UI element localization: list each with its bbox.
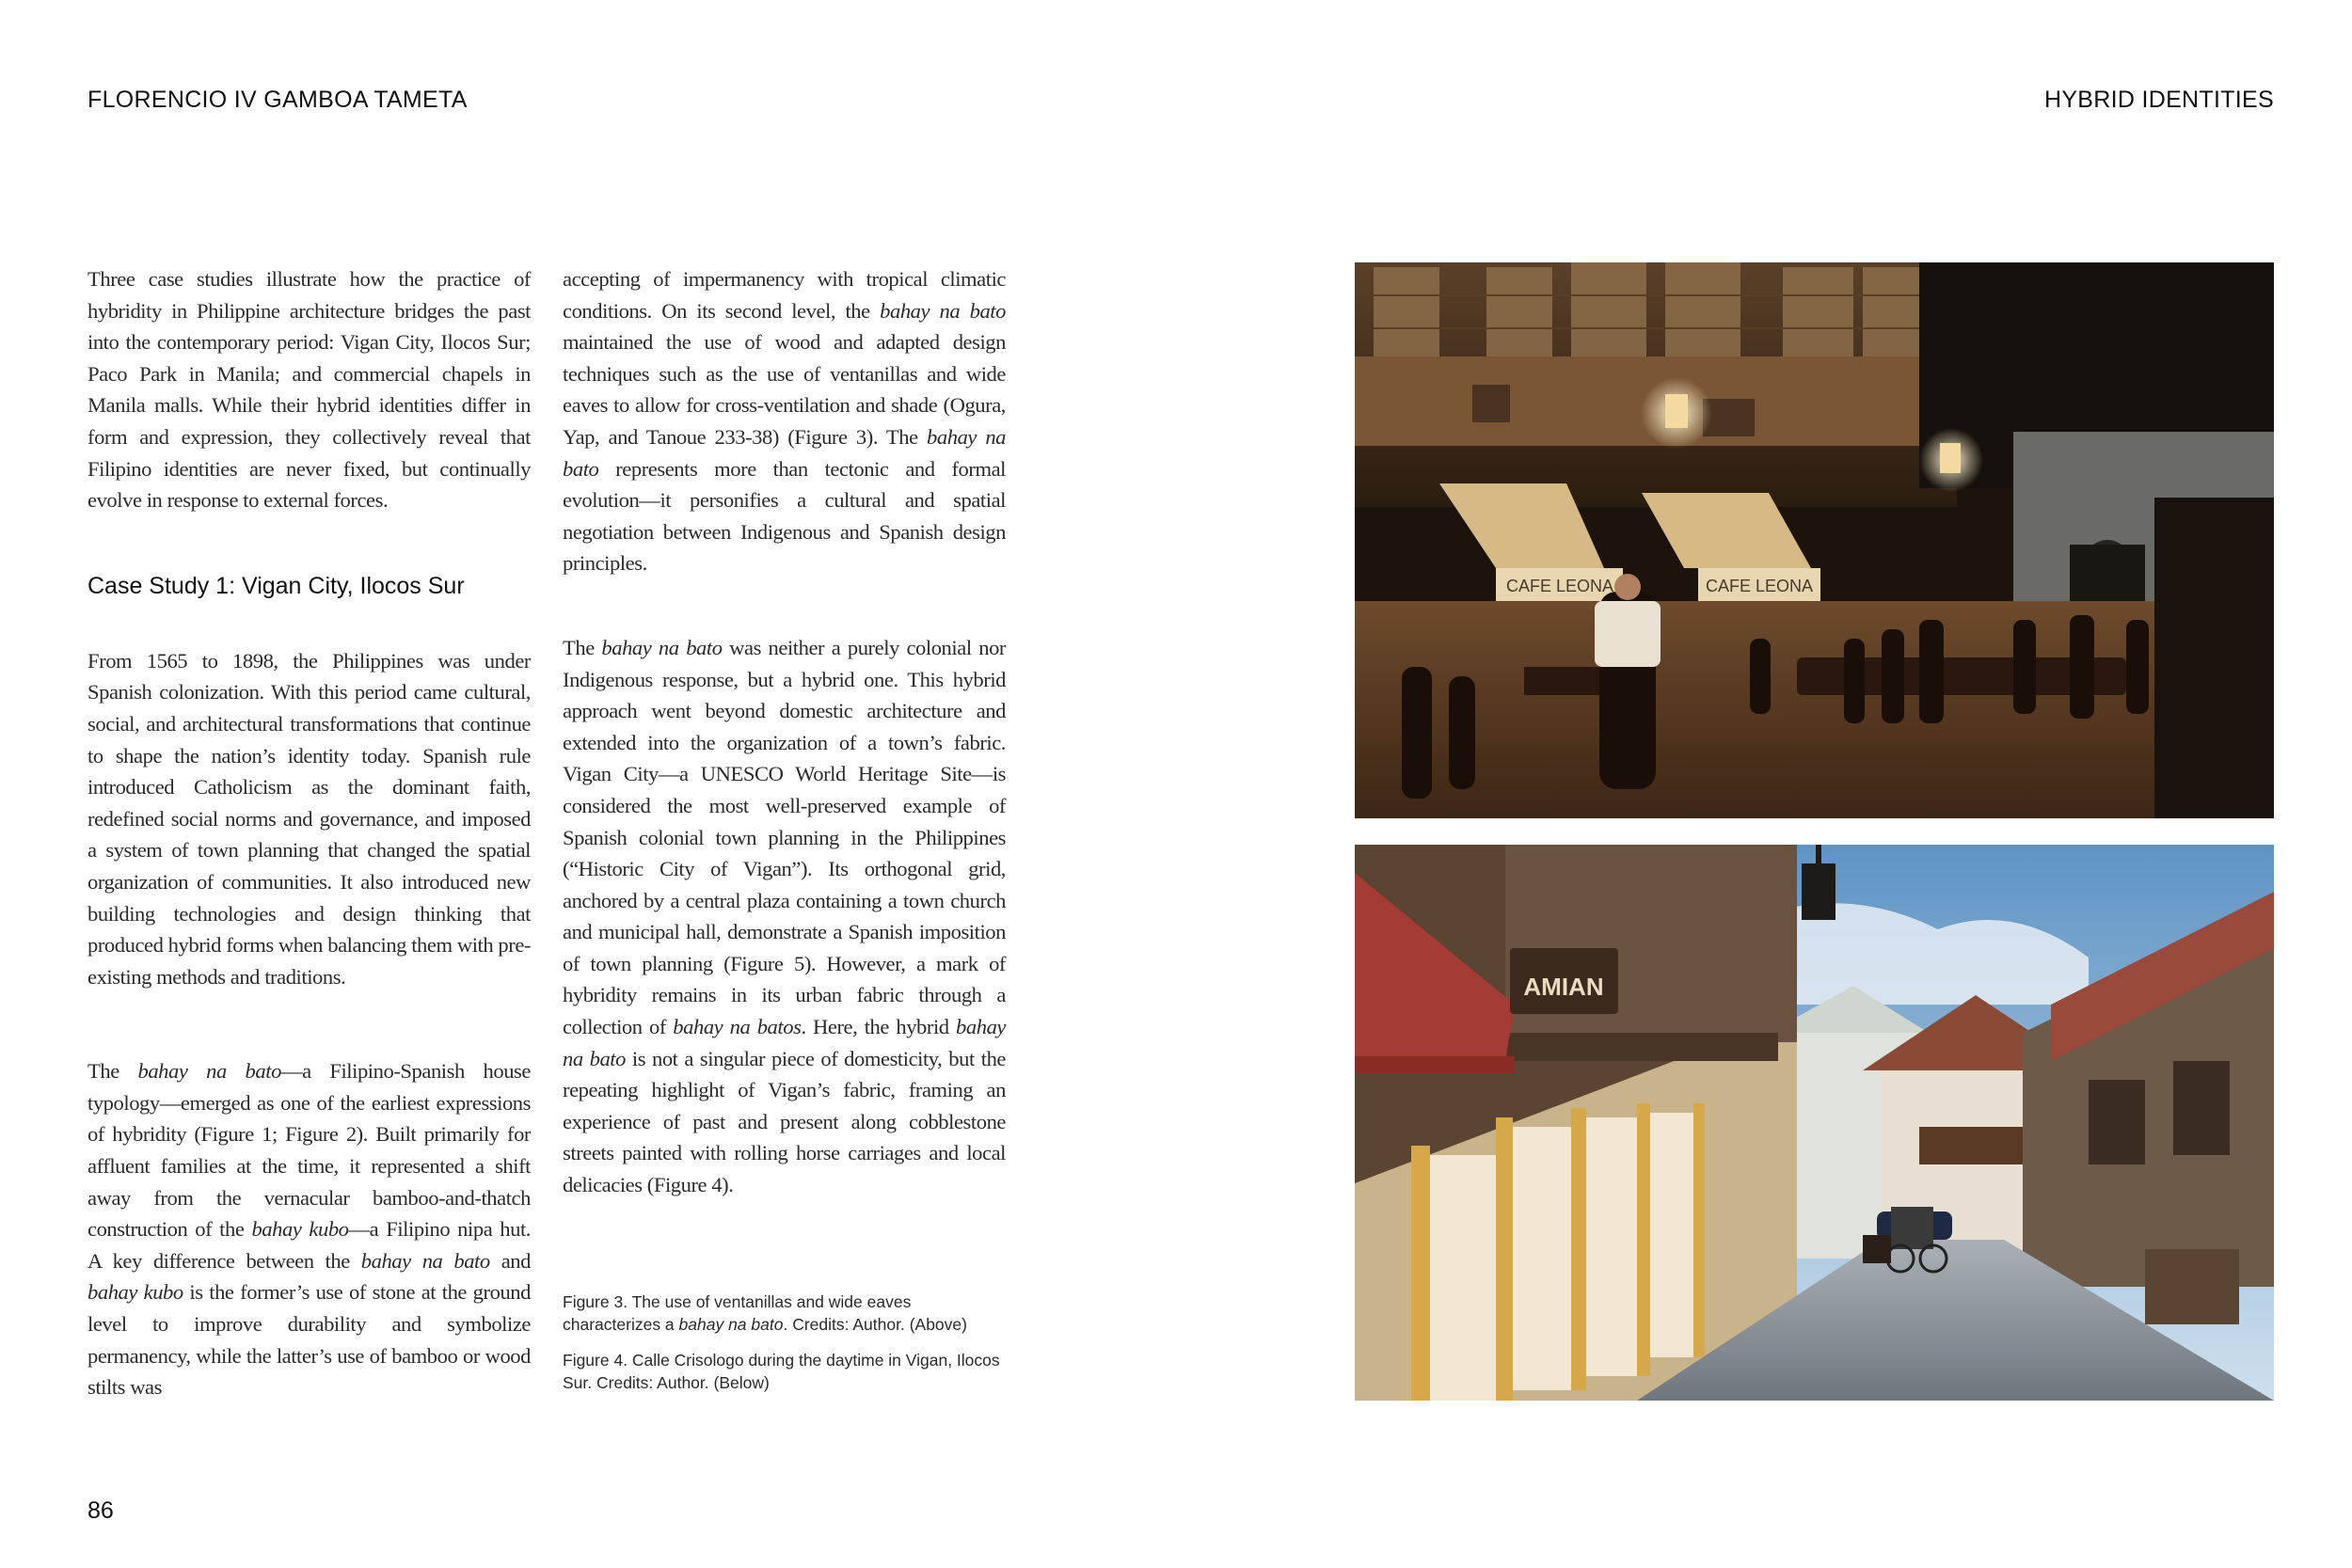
cafe-night-illustration xyxy=(1355,262,2274,818)
intro-paragraph: Three case studies illustrate how the practice of hybridity in Philippine architecture bridges the past into the contemporary period: Vigan City, Ilocos Sur; Paco Park in Manila; and commercial chapels in Manila malls. While their hybrid identities differ in form and expression, they collectively reveal that Filipino identities are never fixed, but continually evolve in response to external forces. xyxy=(87,267,531,513)
figure-3-caption: Figure 3. The use of ventanillas and wide eaves characterizes a bahay na bato. Credits: Author. (Above) xyxy=(563,1291,967,1334)
figure-4-photo xyxy=(1355,845,2274,1401)
second-level-paragraph: accepting of impermanency with tropical climatic conditions. On its second level, the bahay na bato maintained the use of wood and adapted design techniques such as the use of ventanillas and wide eaves to allow for cross-ventilation and shade (Ogura, Yap, and Tanoue 233-38) (Figure 3). The bahay na bato represents more than tectonic and formal evolution—it personifies a cultural and spatial negotiation between Indigenous and Spanish design principles. xyxy=(563,267,1007,576)
street-day-illustration xyxy=(1355,845,2274,1401)
case-study-heading: Case Study 1: Vigan City, Ilocos Sur xyxy=(87,572,465,599)
figure-4-caption: Figure 4. Calle Crisologo during the daytime in Vigan, Ilocos Sur. Credits: Author. (Below) xyxy=(563,1350,1000,1392)
amian-sign: AMIAN xyxy=(1523,973,1604,1001)
page-number: 86 xyxy=(87,1497,114,1524)
text-column-left xyxy=(87,263,531,1403)
figure-captions xyxy=(563,1291,1006,1394)
figure-3-photo xyxy=(1355,262,2274,818)
cafe-sign-right: CAFE LEONA xyxy=(1705,577,1814,595)
history-paragraph: From 1565 to 1898, the Philippines was under Spanish colonization. With this period came cultural, social, and architectural transformations that continue to shape the nation’s identity today. Spanish rule introduced Catholicism as the dominant faith, redefined social norms and governance, and imposed a system of town planning that changed the spatial organization of communities. It also introduced new building technologies and design thinking that produced hybrid forms when balancing them with pre-existing methods and traditions. xyxy=(87,648,531,989)
bahay-na-bato-paragraph: The bahay na bato—a Filipino-Spanish house typology—emerged as one of the earliest expressions of hybridity (Figure 1; Figure 2). Built primarily for affluent families at the time, it represented a shift away from the vernacular bamboo-and-thatch construction of the bahay kubo—a Filipino nipa hut. A key difference between the bahay na bato and bahay kubo is the former’s use of stone at the ground level to improve durability and symbolize permanency, while the latter’s use of bamboo or wood stilts was xyxy=(87,1059,531,1400)
running-head-author: FLORENCIO IV GAMBOA TAMETA xyxy=(87,87,468,113)
running-head-title: HYBRID IDENTITIES xyxy=(2043,87,2274,113)
text-column-right xyxy=(563,263,1006,1394)
cafe-sign-left: CAFE LEONA xyxy=(1505,577,1614,595)
hybrid-response-paragraph: The bahay na bato was neither a purely colonial nor Indigenous response, but a hybrid one. This hybrid approach went beyond domestic architecture and extended into the organization of a town’s fabric. Vigan City—a UNESCO World Heritage Site—is considered the most well-preserved example of Spanish colonial town planning in the Philippines (“Historic City of Vigan”). Its orthogonal grid, anchored by a central plaza containing a town church and municipal hall, demonstrate a Spanish imposition of town planning (Figure 5). However, a mark of hybridity remains in its urban fabric through a collection of bahay na batos. Here, the hybrid bahay na bato is not a singular piece of domesticity, but the repeating highlight of Vigan’s fabric, framing an experience of past and present along cobblestone streets painted with rolling horse carriages and local delicacies (Figure 4). xyxy=(563,635,1006,1197)
